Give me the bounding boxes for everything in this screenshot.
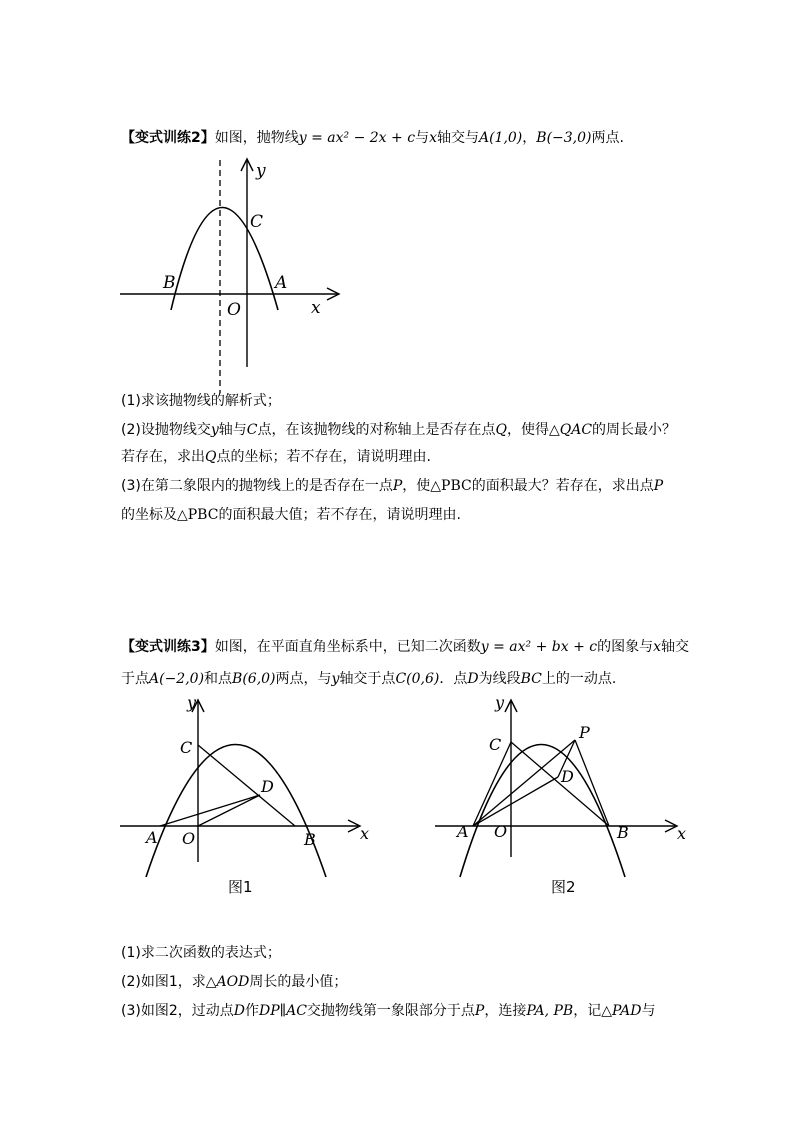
problem2-q2: (2)设抛物线交y轴与C点，在该抛物线的对称轴上是否存在点Q，使得△QAC的周长最小？ [121,422,677,438]
figure2-caption: 图2 [551,878,576,896]
triangle-pad: △PAD [601,1003,642,1019]
problem2-figure [115,155,355,395]
problem3-q2: (2)如图1，求△AOD周长的最小值； [121,974,348,990]
segment-od [198,795,260,826]
label-a: A [146,828,158,847]
triangle-qac: △QAC [548,422,593,438]
problem3-equation: y = ax² + bx + c [480,639,598,655]
label-c: C [180,738,193,757]
label-b: B [617,823,629,842]
segment-ad [473,777,558,826]
label-y: y [495,693,505,712]
problem3-q1: (1)求二次函数的表达式； [121,945,281,961]
label-y: y [187,693,197,712]
label-o: O [494,822,508,841]
label-x: x [311,298,321,318]
parabola [460,745,625,878]
label-b: B [163,273,176,293]
label-a: A [275,273,288,293]
segment-ac [473,742,511,826]
label-x: x [677,824,687,843]
problem2-q3: (3)在第二象限内的抛物线上的是否存在一点P，使△PBC的面积最大？若存在，求出点P [121,478,664,494]
problem2-point-b: B(−3,0) [536,130,592,146]
segment-bc [198,745,295,826]
problem2-q2-line2: 若存在，求出Q点的坐标；若不存在，请说明理由. [121,449,431,465]
problem3-q3: (3)如图2，过动点D作DP∥AC交抛物线第一象限部分于点P，连接PA, PB，记△PAD与 [121,1003,656,1019]
label-y: y [256,161,266,181]
label-x: x [360,824,370,843]
problem2-intro: 【变式训练2】如图，抛物线y = ax² − 2x + c与x轴交与A(1,0)，B(−3,0)两点. [121,130,624,146]
parabola [146,745,326,878]
label-c: C [489,735,502,754]
triangle-aod: △AOD [205,974,250,990]
triangle-pbc: △PBC [430,478,472,494]
label-p: P [579,723,590,742]
problem3-figure1 [110,692,380,902]
problem3-intro: 【变式训练3】如图，在平面直角坐标系中，已知二次函数y = ax² + bx + c的图象与x轴交 [121,639,690,655]
label-a: A [457,822,469,841]
label-c: C [250,212,264,232]
label-o: O [182,829,196,848]
segment-ad [160,795,260,826]
problem2-q3-line2: 的坐标及△PBC的面积最大值；若不存在，请说明理由. [121,507,461,523]
problem2-label: 【变式训练2】 [121,130,215,146]
label-d: D [261,777,274,796]
problem3-figure2 [425,692,695,902]
label-b: B [304,830,316,849]
label-d: D [561,767,574,786]
problem2-equation: y = ax² − 2x + c [298,130,416,146]
problem2-point-a: A(1,0) [478,130,523,146]
label-o: O [227,300,241,320]
figure1-caption: 图1 [228,878,253,896]
segment-bc [511,742,609,826]
segment-pb [575,740,609,826]
problem2-q1: (1)求该抛物线的解析式； [121,393,281,409]
problem3-intro-line2: 于点A(−2,0)和点B(6,0)两点，与y轴交于点C(0,6)．点D为线段BC上的一动点. [121,671,617,687]
problem3-label: 【变式训练3】 [121,639,215,655]
